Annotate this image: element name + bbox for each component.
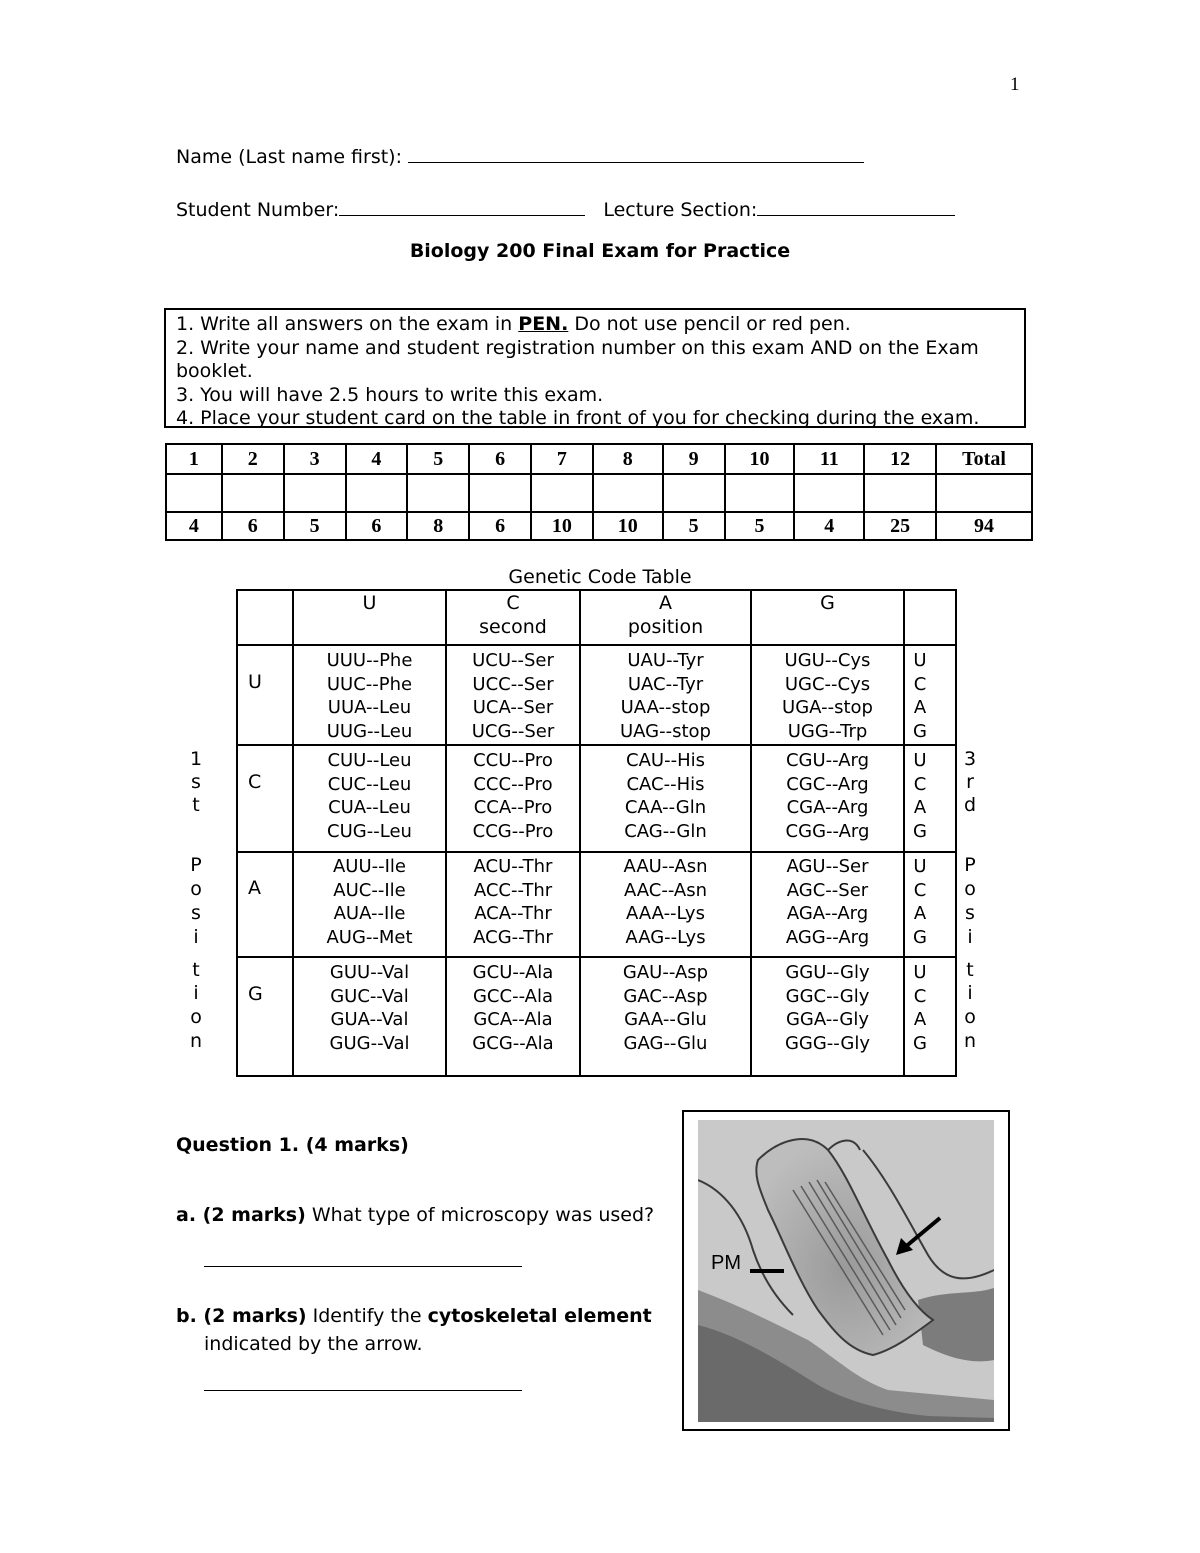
codon-entry: GGC--Gly	[785, 985, 870, 1007]
codon-entry: GAU--Asp	[622, 962, 709, 983]
codon-entry: UGA--stop	[782, 697, 873, 718]
codon-entry: GAC--Asp	[623, 985, 708, 1007]
position-label-letter: d	[963, 794, 977, 816]
codon-entry: UCC--Ser	[472, 673, 554, 695]
codon-entry: AUC--Ile	[333, 879, 406, 901]
position-label-letter: P	[964, 854, 976, 876]
third-base-letter: U	[913, 750, 927, 771]
marks-score-cell[interactable]	[407, 474, 469, 512]
codon-entry: GCA--Ala	[473, 1009, 553, 1030]
codon-entry: GUA--Val	[330, 1009, 409, 1030]
marks-question-number: 6	[469, 444, 531, 474]
codon-entry: ACU--Thr	[473, 856, 553, 877]
codon-entry: CUC--Leu	[327, 773, 412, 795]
marks-score-cell[interactable]	[725, 474, 795, 512]
third-base-column	[904, 961, 936, 1055]
third-base-letter: U	[913, 962, 927, 983]
instruction-3: 3. You will have 2.5 hours to write this exam.	[176, 383, 604, 406]
third-base-letter: U	[913, 856, 927, 877]
marks-score-cell[interactable]	[663, 474, 725, 512]
marks-max-value: 94	[936, 512, 1032, 540]
codon-entry: GUG--Val	[329, 1032, 410, 1054]
col-header-A-letter: A	[659, 592, 672, 614]
answer-line-1b[interactable]	[204, 1390, 522, 1391]
name-field-row	[176, 144, 864, 168]
third-base-letter: C	[913, 985, 927, 1007]
col-header-second: second	[479, 616, 547, 638]
codon-entry: CUA--Leu	[328, 797, 411, 818]
col-header-C-letter: C	[506, 592, 520, 614]
codon-entry: CCA--Pro	[473, 797, 553, 818]
codon-entry: UAA--stop	[620, 697, 711, 718]
codon-entry: UCU--Ser	[472, 650, 554, 671]
marks-question-number: 7	[531, 444, 593, 474]
third-base-letter: G	[913, 720, 927, 742]
question-1b-marks: b. (2 marks)	[176, 1305, 307, 1327]
codon-cell	[580, 749, 751, 843]
codon-entry: CAU--His	[626, 750, 705, 771]
codon-entry: CAC--His	[626, 773, 705, 795]
question-1a-marks: a. (2 marks)	[176, 1204, 306, 1226]
answer-line-1a[interactable]	[204, 1266, 522, 1267]
codon-cell	[751, 649, 904, 743]
marks-question-number: 5	[407, 444, 469, 474]
marks-score-cell[interactable]	[593, 474, 663, 512]
codon-entry: ACC--Thr	[473, 879, 553, 901]
instruction-1-rest: Do not use pencil or red pen.	[568, 313, 851, 335]
position-label-letter: s	[965, 902, 975, 924]
marks-max-value: 25	[864, 512, 936, 540]
codon-cell	[751, 855, 904, 949]
codon-cell	[580, 961, 751, 1055]
marks-question-number: 2	[222, 444, 284, 474]
third-base-letter: C	[913, 879, 927, 901]
codon-entry: CGG--Arg	[785, 820, 870, 842]
position-label-letter: n	[189, 1030, 203, 1052]
marks-max-value: 6	[222, 512, 284, 540]
codon-entry: GGG--Gly	[784, 1032, 871, 1054]
codon-entry: CGU--Arg	[785, 750, 870, 771]
codon-entry: AGA--Arg	[786, 903, 869, 924]
first-base-label: G	[248, 983, 263, 1005]
codon-entry: CGA--Arg	[786, 797, 869, 818]
col-header-U: U	[362, 592, 377, 614]
instructions-box	[164, 308, 1026, 428]
marks-max-value: 10	[531, 512, 593, 540]
codon-entry: UGC--Cys	[784, 673, 871, 695]
position-label-letter: t	[966, 959, 974, 981]
codon-entry: UAU--Tyr	[627, 650, 704, 671]
codon-cell	[293, 961, 446, 1055]
col-header-C	[446, 591, 580, 639]
codon-entry: AGG--Arg	[785, 926, 870, 948]
lecture-section-line[interactable]	[757, 197, 955, 216]
exam-title: Biology 200 Final Exam for Practice	[409, 240, 791, 262]
name-field-line[interactable]	[408, 144, 864, 163]
cytoskeletal-element-emphasis: cytoskeletal element	[427, 1305, 652, 1327]
micrograph-figure	[682, 1110, 1010, 1431]
page-number: 1	[1010, 74, 1020, 95]
codon-entry: AGU--Ser	[786, 856, 869, 877]
position-label-letter: t	[192, 794, 200, 816]
electron-micrograph-image	[698, 1120, 994, 1422]
student-info-row	[176, 197, 955, 221]
third-base-letter: G	[913, 926, 927, 948]
instruction-1-text: 1. Write all answers on the exam in	[176, 313, 519, 335]
student-number-label: Student Number:	[176, 199, 340, 221]
codon-cell	[446, 961, 580, 1055]
codon-entry: UUU--Phe	[326, 650, 413, 671]
marks-score-cell[interactable]	[284, 474, 346, 512]
marks-max-value: 8	[407, 512, 469, 540]
codon-entry: UGG--Trp	[787, 720, 868, 742]
question-1b-text: Identify the	[306, 1305, 428, 1327]
marks-score-cell[interactable]	[864, 474, 936, 512]
codon-entry: UUG--Leu	[326, 720, 413, 742]
name-label: Name (Last name first):	[176, 146, 402, 168]
codon-entry: GCU--Ala	[472, 962, 554, 983]
codon-entry: GUC--Val	[330, 985, 409, 1007]
codon-cell	[293, 855, 446, 949]
marks-question-number: 12	[864, 444, 936, 474]
codon-entry: UCA--Ser	[472, 697, 554, 718]
marks-max-value: 5	[725, 512, 795, 540]
codon-entry: AAU--Asn	[623, 856, 708, 877]
codon-entry: GCG--Ala	[472, 1032, 554, 1054]
marks-question-number: Total	[936, 444, 1032, 474]
marks-max-row	[166, 512, 1032, 540]
first-base-label: A	[248, 877, 261, 899]
codon-entry: CCG--Pro	[472, 820, 554, 842]
third-base-letter: G	[913, 1032, 927, 1054]
position-label-letter: P	[190, 854, 202, 876]
marks-max-value: 10	[593, 512, 663, 540]
codon-entry: AUA--Ile	[333, 903, 406, 924]
codon-entry: GGU--Gly	[785, 962, 870, 983]
codon-entry: CAG--Gln	[624, 820, 707, 842]
marks-question-number: 10	[725, 444, 795, 474]
marks-question-number: 9	[663, 444, 725, 474]
col-header-G: G	[820, 592, 835, 614]
third-base-letter: C	[913, 673, 927, 695]
col-header-position: position	[627, 616, 704, 638]
lecture-section-label: Lecture Section:	[603, 199, 758, 221]
marks-question-number: 8	[593, 444, 663, 474]
marks-table	[165, 443, 1033, 541]
genetic-code-table	[236, 589, 958, 1078]
marks-score-row	[166, 474, 1032, 512]
first-base-label: U	[248, 671, 262, 693]
codon-entry: ACA--Thr	[474, 903, 552, 924]
genetic-code-title: Genetic Code Table	[508, 566, 692, 588]
marks-score-cell[interactable]	[936, 474, 1032, 512]
pm-label: PM	[711, 1252, 741, 1274]
marks-score-cell[interactable]	[794, 474, 864, 512]
position-label-letter: o	[964, 878, 976, 900]
position-label-letter: i	[193, 982, 199, 1004]
marks-score-cell[interactable]	[346, 474, 408, 512]
codon-cell	[580, 649, 751, 743]
codon-entry: UGU--Cys	[784, 650, 871, 671]
third-base-column	[904, 649, 936, 743]
third-base-letter: A	[913, 1009, 927, 1030]
codon-entry: ACG--Thr	[473, 926, 553, 948]
position-label-letter: i	[967, 982, 973, 1004]
codon-cell	[446, 749, 580, 843]
marks-max-value: 4	[166, 512, 222, 540]
position-label-letter: s	[191, 902, 201, 924]
marks-question-number: 4	[346, 444, 408, 474]
position-label-letter: 3	[963, 748, 977, 770]
third-base-column	[904, 749, 936, 843]
position-label-letter: r	[966, 771, 974, 793]
third-base-letter: C	[913, 773, 927, 795]
marks-max-value: 5	[663, 512, 725, 540]
col-header-A	[580, 591, 751, 639]
codon-cell	[293, 749, 446, 843]
codon-cell	[293, 649, 446, 743]
position-label-letter: n	[963, 1030, 977, 1052]
codon-entry: GUU--Val	[329, 962, 410, 983]
marks-score-cell[interactable]	[531, 474, 593, 512]
third-base-letter: A	[913, 697, 927, 718]
codon-entry: UAC--Tyr	[627, 673, 704, 695]
position-label-letter: t	[192, 959, 200, 981]
codon-cell	[446, 855, 580, 949]
codon-entry: CGC--Arg	[786, 773, 869, 795]
marks-question-number: 1	[166, 444, 222, 474]
codon-cell	[751, 961, 904, 1055]
codon-cell	[580, 855, 751, 949]
codon-entry: AAC--Asn	[623, 879, 708, 901]
instruction-1	[176, 313, 1014, 337]
marks-question-number: 3	[284, 444, 346, 474]
position-label-letter: i	[967, 926, 973, 948]
position-label-letter: o	[964, 1006, 976, 1028]
marks-header-row	[166, 444, 1032, 474]
codon-entry: UAG--stop	[620, 720, 711, 742]
codon-entry: CAA--Gln	[624, 797, 707, 818]
codon-entry: GAG--Glu	[623, 1032, 708, 1054]
codon-cell	[751, 749, 904, 843]
first-base-label: C	[248, 771, 262, 793]
position-label-letter: 1	[189, 748, 203, 770]
third-base-letter: A	[913, 903, 927, 924]
codon-entry: CUG--Leu	[327, 820, 412, 842]
marks-max-value: 4	[794, 512, 864, 540]
position-label-letter: s	[191, 771, 201, 793]
codon-entry: AAA--Lys	[626, 903, 705, 924]
marks-score-cell[interactable]	[469, 474, 531, 512]
instruction-4: 4. Place your student card on the table in front of you for checking during the exam.	[176, 407, 980, 429]
question-1b	[176, 1302, 652, 1358]
question-1a-text: What type of microscopy was used?	[305, 1204, 655, 1226]
marks-max-value: 6	[346, 512, 408, 540]
codon-entry: CCC--Pro	[473, 773, 553, 795]
pen-emphasis: PEN.	[518, 313, 569, 335]
third-base-column	[904, 855, 936, 949]
question-1b-line-2: indicated by the arrow.	[204, 1333, 423, 1355]
marks-max-value: 6	[469, 512, 531, 540]
question-1-title: Question 1. (4 marks)	[176, 1134, 409, 1156]
codon-entry: AUU--Ile	[332, 856, 407, 877]
codon-entry: CUU--Leu	[327, 750, 412, 771]
codon-entry: UCG--Ser	[471, 720, 555, 742]
codon-entry: GAA--Glu	[624, 1009, 707, 1030]
marks-max-value: 5	[284, 512, 346, 540]
codon-entry: AUG--Met	[326, 926, 413, 948]
codon-entry: AGC--Ser	[786, 879, 869, 901]
position-label-letter: o	[190, 1006, 202, 1028]
position-label-letter: o	[190, 878, 202, 900]
codon-entry: GCC--Ala	[472, 985, 554, 1007]
third-base-letter: G	[913, 820, 927, 842]
marks-score-cell[interactable]	[222, 474, 284, 512]
codon-entry: GGA--Gly	[785, 1009, 870, 1030]
marks-question-number: 11	[794, 444, 864, 474]
question-1a	[176, 1204, 654, 1226]
codon-entry: UUC--Phe	[326, 673, 413, 695]
question-1b-line-1	[176, 1302, 652, 1330]
third-base-letter: A	[913, 797, 927, 818]
codon-entry: AAG--Lys	[625, 926, 706, 948]
instruction-2: 2. Write your name and student registration number on this exam AND on the Exam booklet.	[176, 336, 979, 382]
codon-cell	[446, 649, 580, 743]
marks-score-cell[interactable]	[166, 474, 222, 512]
codon-entry: UUA--Leu	[327, 697, 412, 718]
position-label-letter: i	[193, 926, 199, 948]
third-base-letter: U	[913, 650, 927, 671]
codon-entry: CCU--Pro	[473, 750, 553, 771]
student-number-line[interactable]	[339, 197, 585, 216]
